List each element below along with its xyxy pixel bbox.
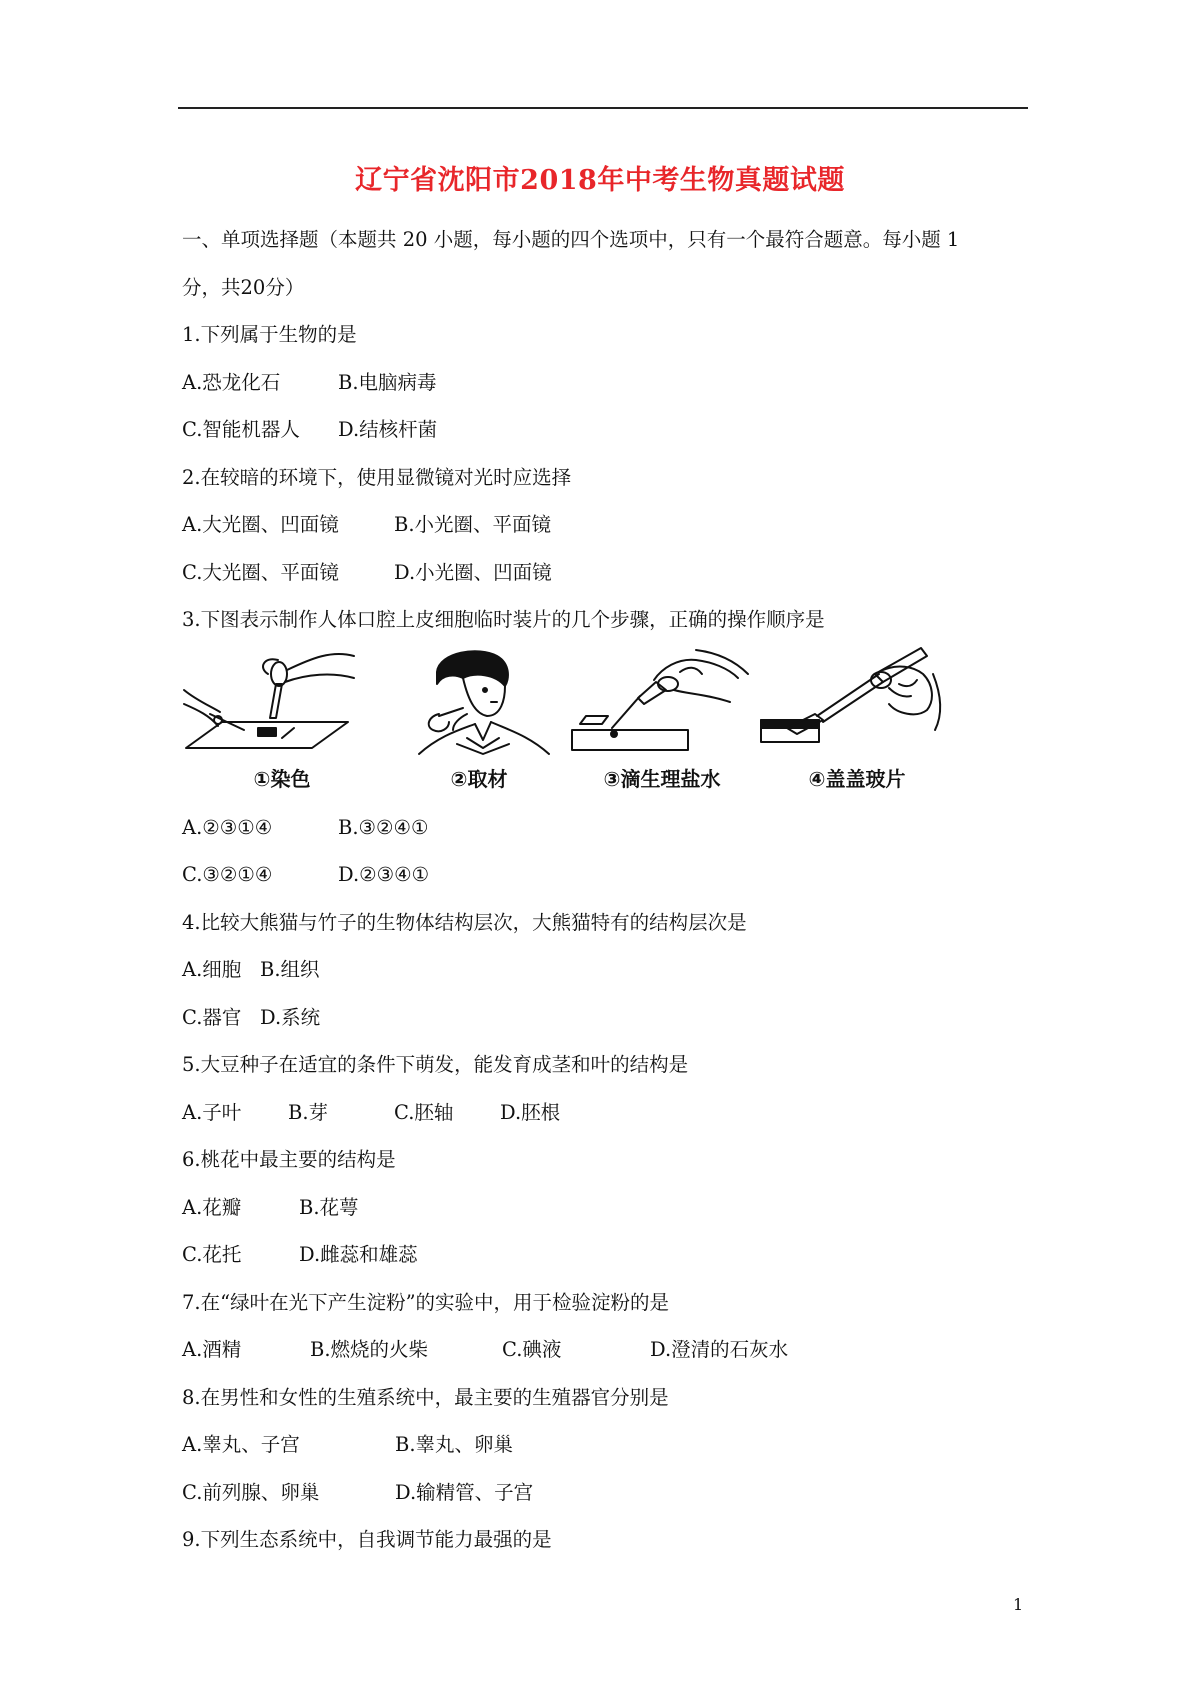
option: C.碘液 bbox=[502, 1338, 562, 1361]
question-stem: 2.在较暗的环境下，使用显微镜对光时应选择 bbox=[182, 465, 572, 489]
option: B.电脑病毒 bbox=[338, 370, 437, 394]
option-row bbox=[182, 1231, 1028, 1279]
option: B.组织 bbox=[260, 958, 320, 981]
option: D.输精管、子宫 bbox=[395, 1480, 534, 1504]
option: D.系统 bbox=[260, 1005, 321, 1029]
question-stem: 9.下列生态系统中，自我调节能力最强的是 bbox=[182, 1528, 552, 1551]
person-swab-icon bbox=[379, 644, 579, 759]
option-row bbox=[182, 1184, 1028, 1232]
option: C.胚轴 bbox=[394, 1100, 454, 1124]
step-label-saline: ③滴生理盐水 bbox=[603, 766, 721, 791]
option-row bbox=[182, 359, 1028, 407]
option: C.器官 bbox=[182, 1005, 242, 1029]
question-stem: 5.大豆种子在适宜的条件下萌发，能发育成茎和叶的结构是 bbox=[182, 1053, 689, 1076]
option: D.②③④① bbox=[338, 863, 430, 886]
coverslip-tweezers-icon bbox=[757, 644, 957, 759]
step-label-coverslip: ④盖盖玻片 bbox=[808, 766, 906, 791]
option-row bbox=[182, 1326, 1028, 1374]
option: B.燃烧的火柴 bbox=[310, 1338, 429, 1361]
option: A.细胞 bbox=[182, 958, 242, 981]
option-row bbox=[182, 804, 1028, 852]
option: A.花瓣 bbox=[182, 1195, 242, 1219]
question-stem: 1.下列属于生物的是 bbox=[182, 323, 357, 346]
figure-panel-coverslip bbox=[757, 644, 957, 804]
section-heading-cont: 分，共20分） bbox=[182, 275, 305, 299]
option: D.小光圈、凹面镜 bbox=[394, 560, 552, 584]
option: B.小光圈、平面镜 bbox=[394, 513, 552, 536]
option-row bbox=[182, 1089, 1028, 1137]
option: C.大光圈、平面镜 bbox=[182, 560, 339, 584]
step-label-staining: ①染色 bbox=[253, 766, 311, 791]
option-row bbox=[182, 994, 1028, 1042]
figure-panel-sampling bbox=[379, 644, 579, 804]
figure-panel-staining bbox=[182, 644, 382, 804]
option: A.②③①④ bbox=[182, 815, 273, 839]
question-stem: 3.下图表示制作人体口腔上皮细胞临时装片的几个步骤，正确的操作顺序是 bbox=[182, 608, 825, 631]
option: A.睾丸、子宫 bbox=[182, 1433, 300, 1456]
saline-dropper-icon bbox=[562, 644, 762, 759]
step-label-sampling: ②取材 bbox=[450, 766, 508, 791]
option: A.恐龙化石 bbox=[182, 370, 281, 394]
option: B.花萼 bbox=[299, 1195, 359, 1219]
option: C.花托 bbox=[182, 1243, 242, 1266]
page-title: 辽宁省沈阳市2018年中考生物真题试题 bbox=[355, 165, 845, 196]
question-stem: 4.比较大熊猫与竹子的生物体结构层次，大熊猫特有的结构层次是 bbox=[182, 910, 747, 934]
option: B.③②④① bbox=[338, 815, 429, 839]
question-stem: 8.在男性和女性的生殖系统中，最主要的生殖器官分别是 bbox=[182, 1385, 669, 1409]
option: B.睾丸、卵巢 bbox=[395, 1433, 514, 1456]
option-row bbox=[182, 851, 1028, 899]
option: C.前列腺、卵巢 bbox=[182, 1480, 320, 1504]
staining-dropper-icon bbox=[182, 644, 382, 759]
question-stem: 7.在“绿叶在光下产生淀粉”的实验中，用于检验淀粉的是 bbox=[182, 1290, 670, 1314]
option-row bbox=[182, 501, 1028, 549]
option: A.子叶 bbox=[182, 1100, 242, 1124]
question-stem: 6.桃花中最主要的结构是 bbox=[182, 1148, 396, 1171]
procedure-figure bbox=[182, 644, 1028, 804]
option-row bbox=[182, 946, 1028, 994]
option: D.结核杆菌 bbox=[338, 418, 438, 441]
option-row bbox=[182, 1421, 1028, 1469]
option: A.大光圈、凹面镜 bbox=[182, 513, 339, 536]
option: C.智能机器人 bbox=[182, 418, 300, 441]
section-heading: 一、单项选择题（本题共 20 小题，每小题的四个选项中，只有一个最符合题意。每小题 1 bbox=[182, 228, 960, 251]
option: B.芽 bbox=[288, 1100, 329, 1124]
question-body bbox=[182, 216, 1028, 1564]
option: D.雌蕊和雄蕊 bbox=[299, 1243, 418, 1266]
option-row bbox=[182, 549, 1028, 597]
option: A.酒精 bbox=[182, 1338, 242, 1361]
option: C.③②①④ bbox=[182, 863, 273, 886]
page-number: 1 bbox=[1013, 1595, 1024, 1614]
option-row bbox=[182, 1469, 1028, 1517]
option-row bbox=[182, 406, 1028, 454]
option: D.澄清的石灰水 bbox=[650, 1338, 789, 1361]
header-rule bbox=[178, 107, 1028, 109]
figure-panel-saline bbox=[562, 644, 762, 804]
option: D.胚根 bbox=[500, 1100, 561, 1124]
